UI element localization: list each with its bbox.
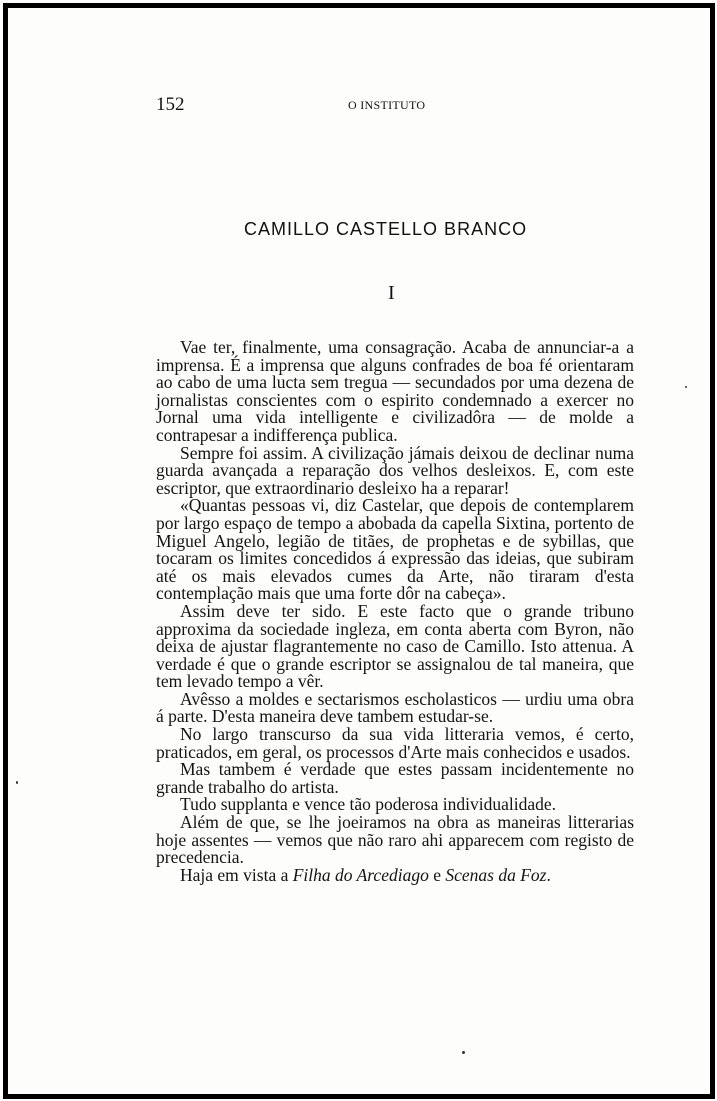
paragraph: Assim deve ter sido. E este facto que o grande tribuno approxima da sociedade ingleza, em conta aberta com Byron, não deixa de ajustar flagrantemente no caso de Camillo. Isto attenua. A verdade é que o grande escriptor se assignalou de tal maneira, que tem levado tempo a vêr. [156, 600, 634, 692]
article-body [156, 339, 634, 884]
paragraph: Tudo supplanta e vence tão poderosa individualidade. [180, 794, 557, 815]
running-head [156, 94, 633, 118]
text-run: . [546, 864, 551, 885]
paragraph: Vae ter, finalmente, uma consagração. Acaba de annunciar-a a imprensa. É a imprensa que alguns confrades de boa fé orientaram ao cabo de uma lucta sem tregua — secundados por uma dezena de jornalistas conscientes com o espirito condemnado a exercer no Jornal uma vida intelligente e civilizadôra — de molde a contrapesar a indifferença publica. [156, 337, 634, 445]
journal-title: O INSTITUTO [348, 98, 426, 112]
page-frame [3, 3, 715, 1099]
text-run: Haja em vista a [180, 864, 293, 885]
paragraph: No largo transcurso da sua vida litteraria vemos, é certo, praticados, em geral, os processos d'Arte mais conhecidos e usados. [156, 724, 634, 762]
print-speck [462, 1051, 465, 1054]
paragraph: Avêsso a moldes e sectarismos escholasticos — urdiu uma obra á parte. D'esta maneira deve tambem estudar-se. [156, 688, 634, 727]
paragraph: Sempre foi assim. A civilização jámais deixou de declinar numa guarda avançada a reparação dos velhos desleixos. E, com este escriptor, que extraordinario desleixo ha a reparar! [156, 442, 634, 498]
paragraph-last [156, 864, 634, 885]
work-title: Filha do Arcediago [292, 864, 429, 885]
paragraph: Além de que, se lhe joeiramos na obra as maneiras litterarias hoje assentes — vemos que não raro ahi apparecem com registo de precedencia. [156, 812, 634, 868]
print-speck [685, 386, 687, 388]
article-title: CAMILLO CASTELLO BRANCO [244, 219, 528, 239]
section-number: I [388, 282, 395, 304]
text-run: e [428, 864, 446, 885]
work-title: Scenas da Foz [445, 864, 547, 885]
page-number: 152 [156, 94, 185, 115]
paragraph: «Quantas pessoas vi, diz Castelar, que depois de contemplarem por largo espaço de tempo a abobada da capella Sixtina, portento de Miguel Angelo, legião de titães, de prophetas e de sybillas, que tocaram os limites concedidos á expressão das ideias, que subiram até os mais elevados cumes da Arte, não tiraram d'esta contemplação mais que uma forte dôr na cabeça». [156, 495, 634, 604]
print-speck [16, 781, 18, 784]
paragraph: Mas tambem é verdade que estes passam incidentemente no grande trabalho do artista. [156, 759, 634, 797]
